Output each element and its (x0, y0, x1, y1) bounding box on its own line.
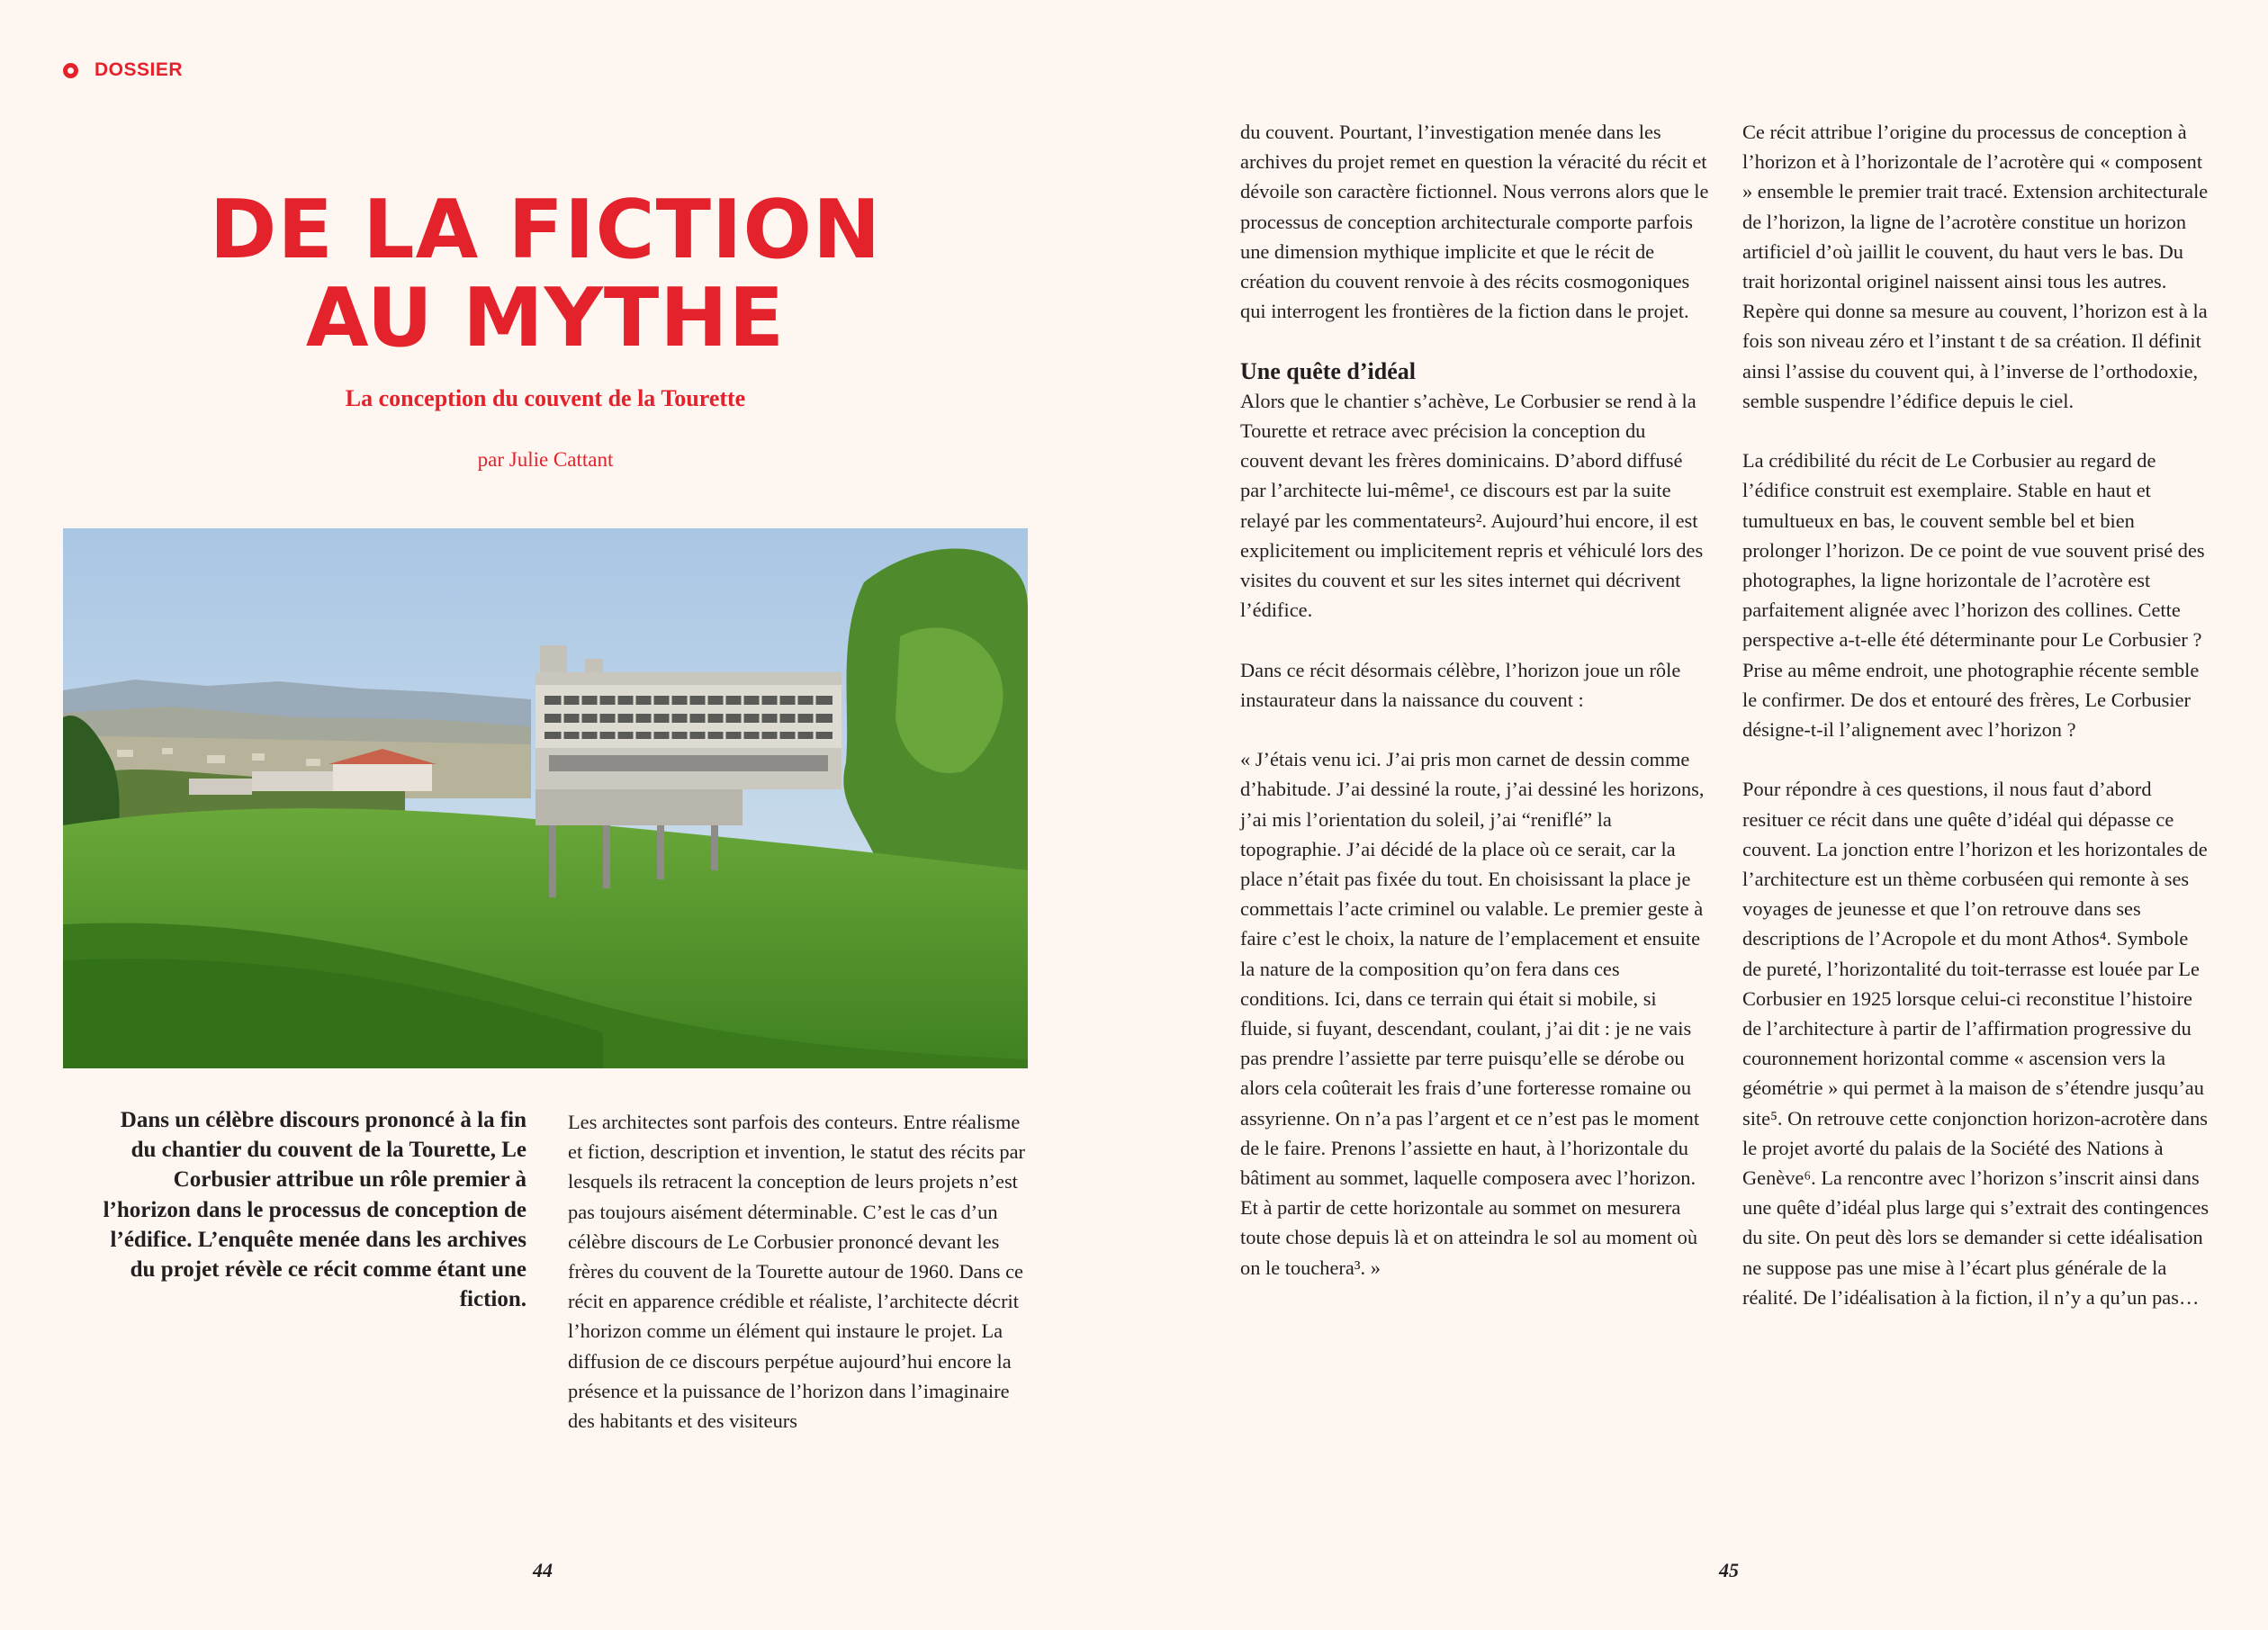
paragraph: du couvent. Pourtant, l’investigation menée dans les archives du projet remet en question la véracité du récit et dévoile son caractère fictionnel. Nous verrons alors que le processus de conception architecturale comporte parfois une dimension mythique implicite et que le récit de création du couvent renvoie à des récits cosmogoniques qui interrogent les frontières de la fiction dans le projet. (1240, 121, 1709, 323)
body-column-2 (1742, 117, 2210, 1312)
paragraph: Alors que le chantier s’achève, Le Corbusier se rend à la Tourette et retrace avec précision la conception du couvent devant les frères dominicains. D’abord diffusé par l’architecte lui-même¹, ce discours est par la suite relayé par les commentateurs². Aujourd’hui encore, il est explicitement ou implicitement repris et véhiculé lors des visites du couvent et sur les sites internet qui décrivent l’édifice. (1240, 389, 1704, 622)
paragraph: Dans ce récit désormais célèbre, l’horizon joue un rôle instaurateur dans la naissance du couvent : (1240, 658, 1681, 711)
section-label: DOSSIER (94, 59, 184, 80)
paragraph: La crédibilité du récit de Le Corbusier au regard de l’édifice construit est exemplaire. Stable en haut et tumultueux en bas, le couvent semble bel et bien prolonger l’horizon. De ce point de vue souvent prisé des photographes, la ligne horizontale de l’acrotère est parfaitement alignée avec l’horizon des collines. Cette perspective a-t-elle été déterminante pour Le Corbusier ? Prise au même endroit, une photographie récente semble le confirmer. De dos et entouré des frères, Le Corbusier désigne-t-il l’alignement avec l’horizon ? (1742, 449, 2205, 742)
subtitle: La conception du couvent de la Tourette (345, 385, 746, 411)
chapeau: Dans un célèbre discours prononcé à la fin du chantier du couvent de la Tourette, Le Corbusier attribue un rôle premier à l’horizon dans le processus de conception de l’édifice. L’enquête menée dans les archives du projet révèle ce récit comme étant une fiction. (103, 1108, 526, 1312)
right-page (1134, 0, 2268, 1630)
section-heading: Une quête d’idéal (1240, 357, 1416, 384)
paragraph: Ce récit attribue l’origine du processus de conception à l’horizon et à l’horizontale de l’acrotère qui « composent » ensemble le premier trait tracé. Extension architecturale de l’horizon, la ligne de l’acrotère constitue un horizon artificiel d’où jaillit le couvent, du haut vers le bas. Du trait horizontal originel naissent ainsi tous les autres. Repère qui donne sa mesure au couvent, l’horizon est à la fois son niveau zéro et l’instant t de sa création. Il définit ainsi l’assise du couvent qui, à l’inverse de l’orthodoxie, semble suspendre l’édifice depuis le ciel. (1742, 121, 2209, 412)
title-line-1: DE LA FICTION (209, 183, 882, 277)
quote-paragraph: « J’étais venu ici. J’ai pris mon carnet de dessin comme d’habitude. J’ai dessiné la route, j’ai dessiné les horizons, j’ai mis l’orientation du soleil, j’ai “reniflé” la topographie. J’ai décidé de la place où ce serait, car la place n’était pas fixée du tout. En choisissant la place je commettais l’acte criminel ou valable. Le premier geste à faire c’est le choix, la nature de l’emplacement et ensuite la nature de la composition qu’on fera dans ces conditions. Ici, dans ce terrain qui était si mobile, si fluide, si fuyant, descendant, coulant, j’ai dit : je ne vais pas prendre l’assiette par terre puisqu’elle se dérobe ou alors cela coûterait les frais d’une forteresse romaine ou assyrienne. On n’a pas l’argent et ce n’est pas le moment de le faire. Prenons l’assiette en haut, à l’horizontale du bâtiment au sommet, laquelle composera avec l’horizon. Et à partir de cette horizontale au sommet on mesurera toute chose depuis là et on atteindra le sol au moment où on le touchera³. » (1240, 748, 1705, 1279)
left-body-column (568, 1107, 1031, 1436)
bullet-icon (63, 63, 78, 78)
page-number-left: 44 (533, 1559, 553, 1581)
page-number-right: 45 (1719, 1559, 1739, 1581)
building-photo-icon (63, 528, 1028, 1068)
byline: par Julie Cattant (477, 448, 614, 471)
title-line-2: AU MYTHE (305, 271, 786, 365)
body-column-1 (1240, 117, 1710, 1283)
paragraph: Pour répondre à ces questions, il nous faut d’abord resituer ce récit dans une quête d’idéal qui dépasse ce couvent. La jonction entre l’horizon et les horizontales de l’architecture est un thème corbuséen qui remonte à ses voyages de jeunesse et que l’on retrouve dans ses descriptions de l’Acropole et du mont Athos⁴. Symbole de pureté, l’horizontalité du toit-terrasse est louée par Le Corbusier en 1925 lorsque celui-ci reconstitue l’histoire de l’architecture à partir de l’affirmation progressive du couronnement horizontal comme « ascension vers la géométrie » qui permet à la maison de s’étendre jusqu’au site⁵. On retrouve cette conjonction horizon-acrotère dans le projet avorté du palais de la Société des Nations à Genève⁶. La rencontre avec l’horizon s’inscrit ainsi dans une quête d’idéal plus large qui s’extrait des contingences du site. On peut dès lors se demander si cette idéalisation ne suppose pas une mise à l’écart plus générale de la réalité. De l’idéalisation à la fiction, il n’y a qu’un pas… (1742, 778, 2210, 1309)
building-photo (63, 528, 1028, 1068)
paragraph: Les architectes sont parfois des conteurs. Entre réalisme et fiction, description et invention, le statut des récits par lesquels ils retracent la conception de leurs projets n’est pas toujours aisément déterminable. C’est le cas d’un célèbre discours de Le Corbusier prononcé devant les frères du couvent de la Tourette autour de 1960. Dans ce récit en apparence crédible et réaliste, l’architecte décrit l’horizon comme un élément qui instaure le projet. La diffusion de ce discours perpétue aujourd’hui encore la présence et la puissance de l’horizon dans l’imaginaire des habitants et des visiteurs (568, 1111, 1025, 1433)
section-tag (63, 59, 183, 81)
